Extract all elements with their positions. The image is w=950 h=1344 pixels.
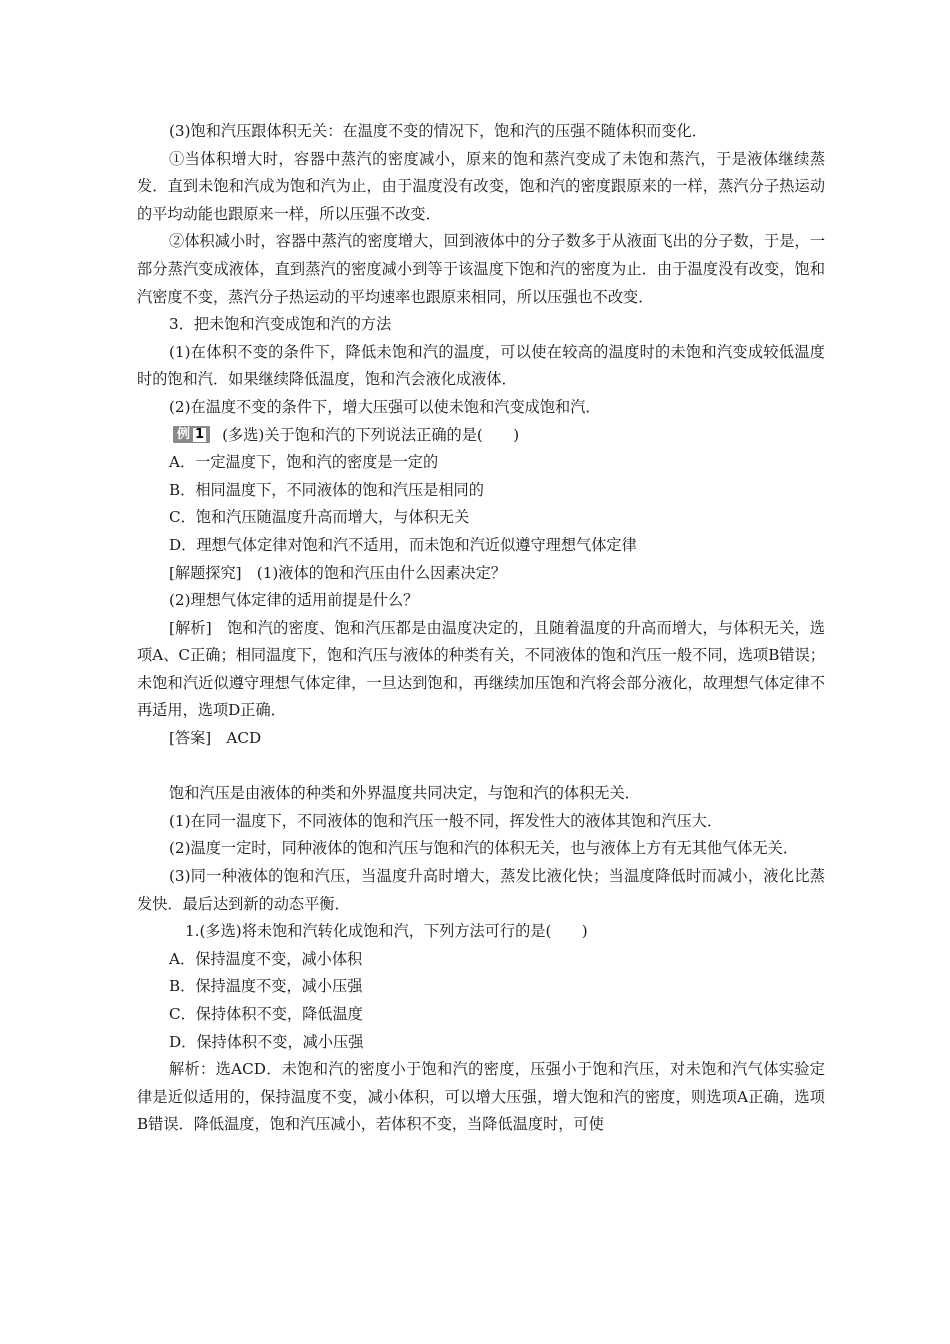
summary-point-2: (2)温度一定时，同种液体的饱和汽压与饱和汽的体积无关，也与液体上方有无其他气体无关．: [169, 839, 799, 858]
spacer: [137, 753, 825, 781]
paragraph-volume-independence: (3)饱和汽压跟体积无关：在温度不变的情况下，饱和汽的压强不随体积而变化．: [169, 122, 707, 140]
exercise-option-b: B．保持温度不变，减小压强: [169, 977, 363, 996]
example-option-a: A．一定温度下，饱和汽的密度是一定的: [169, 453, 439, 472]
example-explore-1: [解题探究] (1)液体的饱和汽压由什么因素决定？: [169, 563, 507, 582]
example-question-text: (多选)关于饱和汽的下列说法正确的是( ): [222, 425, 520, 444]
section-heading-method: 3．把未饱和汽变成饱和汽的方法: [169, 315, 392, 334]
summary-point-3: (3)同一种液体的饱和汽压，当温度升高时增大，蒸发比液化快；当温度降低时而减小，液化比蒸发快．最后达到新的动态平衡．: [137, 867, 825, 913]
exercise-option-c: C．保持体积不变，降低温度: [169, 1005, 363, 1023]
paragraph-volume-decrease: ②体积减小时，容器中蒸汽的密度增大，回到液体中的分子数多于从液面飞出的分子数，于是，一部分蒸汽变成液体，直到蒸汽的密度减小到等于该温度下饱和汽的密度为止．由于温度没有改变，饱和汽密度不变，蒸汽分子热运动的平均速率也跟原来相同，所以压强也不改变．: [137, 232, 825, 306]
example-option-d: D．理想气体定律对饱和汽不适用，而未饱和汽近似遵守理想气体定律: [169, 535, 637, 554]
example-option-b: B．相同温度下，不同液体的饱和汽压是相同的: [169, 480, 484, 499]
example-question: [137, 422, 825, 450]
example-option-c: C．饱和汽压随温度升高而增大，与体积无关: [169, 508, 470, 527]
example-badge-number: 1: [195, 426, 205, 442]
exercise-option-d: D．保持体积不变，减小压强: [169, 1032, 364, 1051]
summary-point-1: (1)在同一温度下，不同液体的饱和汽压一般不同，挥发性大的液体其饱和汽压大．: [169, 811, 723, 830]
paragraph-method-2: (2)在温度不变的条件下，增大压强可以使未饱和汽变成饱和汽．: [169, 397, 601, 416]
paragraph-volume-increase: ①当体积增大时，容器中蒸汽的密度减小，原来的饱和蒸汽变成了未饱和蒸汽，于是液体继续蒸发．直到未饱和汽成为饱和汽为止，由于温度没有改变，饱和汽的密度跟原来的一样，蒸汽分子热运动的平均动能也跟原来一样，所以压强不改变．: [137, 149, 825, 223]
example-answer: [答案] ACD: [169, 729, 262, 748]
exercise-solution: 解析：选ACD．未饱和汽的密度小于饱和汽的密度，压强小于饱和汽压，对未饱和汽气体实验定律是近似适用的，保持温度不变，减小体积，可以增大压强，增大饱和汽的密度，则选项A正确，选项B错误．降低温度，饱和汽压减小，若体积不变，当降低温度时，可使: [137, 1060, 825, 1134]
paragraph-method-1: (1)在体积不变的条件下，降低未饱和汽的温度，可以使在较高的温度时的未饱和汽变成较低温度时的饱和汽．如果继续降低温度，饱和汽会液化成液体．: [137, 342, 825, 389]
exercise-question: 1.(多选)将未饱和汽转化成饱和汽，下列方法可行的是( ): [185, 922, 588, 941]
example-badge-label: 例: [177, 426, 191, 442]
document-page: [137, 118, 825, 1139]
example-badge: [173, 426, 210, 443]
summary-intro: 饱和汽压是由液体的种类和外界温度共同决定，与饱和汽的体积无关．: [169, 784, 640, 803]
exercise-option-a: A．保持温度不变，减小体积: [169, 949, 363, 968]
example-analysis: [解析] 饱和汽的密度、饱和汽压都是由温度决定的，且随着温度的升高而增大，与体积无关，选项A、C正确；相同温度下，饱和汽压与液体的种类有关，不同液体的饱和汽压一般不同，选项B错误；未饱和汽近似遵守理想气体定律，一旦达到饱和，再继续加压饱和汽将会部分液化，故理想气体定律不再适用，选项D正确．: [137, 618, 825, 720]
example-explore-2: (2)理想气体定律的适用前提是什么？: [169, 591, 419, 610]
